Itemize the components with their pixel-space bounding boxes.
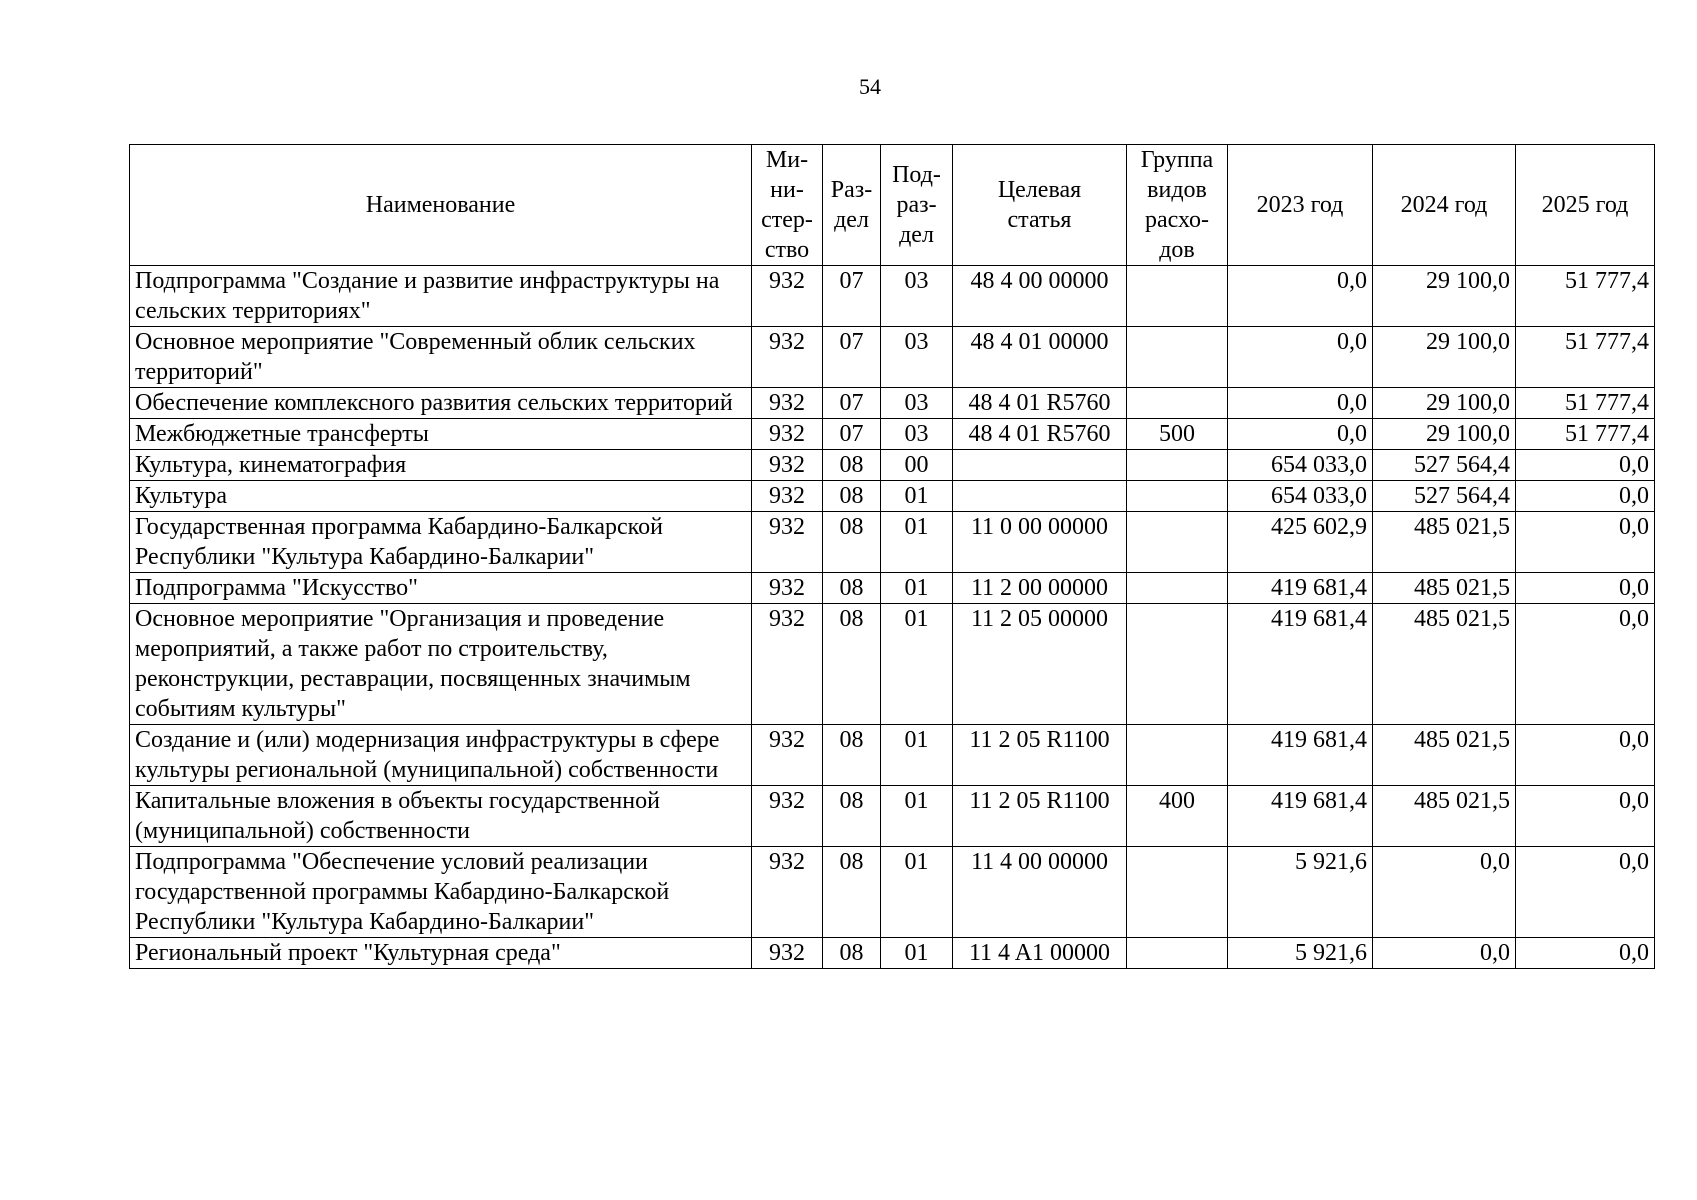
cell-2025: 51 777,4 <box>1516 266 1655 327</box>
cell-name: Культура, кинематография <box>130 450 752 481</box>
cell-name: Государственная программа Кабардино-Балкарской Республики "Культура Кабардино-Балкарии" <box>130 512 752 573</box>
cell-name: Региональный проект "Культурная среда" <box>130 938 752 969</box>
header-name: Наименование <box>130 145 752 266</box>
cell-2024: 485 021,5 <box>1373 786 1516 847</box>
cell-2024: 485 021,5 <box>1373 573 1516 604</box>
table-row <box>130 938 1655 969</box>
cell-target-article: 11 2 05 R1100 <box>953 725 1127 786</box>
table-row <box>130 327 1655 388</box>
page-number: 54 <box>859 74 881 99</box>
cell-2025: 0,0 <box>1516 573 1655 604</box>
cell-subsection: 01 <box>881 725 953 786</box>
header-ministry: Ми- ни- стер- ство <box>752 145 823 266</box>
table-row <box>130 847 1655 938</box>
cell-2025: 0,0 <box>1516 786 1655 847</box>
cell-name: Межбюджетные трансферты <box>130 419 752 450</box>
cell-section: 08 <box>823 512 881 573</box>
cell-2025: 0,0 <box>1516 450 1655 481</box>
table-row <box>130 512 1655 573</box>
cell-target-article: 48 4 01 R5760 <box>953 388 1127 419</box>
cell-target-article <box>953 481 1127 512</box>
cell-2023: 654 033,0 <box>1228 481 1373 512</box>
cell-subsection: 01 <box>881 512 953 573</box>
cell-ministry: 932 <box>752 388 823 419</box>
cell-2023: 0,0 <box>1228 266 1373 327</box>
cell-2025: 0,0 <box>1516 938 1655 969</box>
cell-2024: 29 100,0 <box>1373 266 1516 327</box>
cell-expense-group: 400 <box>1127 786 1228 847</box>
cell-2025: 0,0 <box>1516 604 1655 725</box>
table-row <box>130 266 1655 327</box>
cell-name: Подпрограмма "Обеспечение условий реализации государственной программы Кабардино-Балкарской Республики "Культура Кабардино-Балкарии" <box>130 847 752 938</box>
header-subsection: Под- раз- дел <box>881 145 953 266</box>
cell-name: Капитальные вложения в объекты государственной (муниципальной) собственности <box>130 786 752 847</box>
cell-section: 08 <box>823 725 881 786</box>
cell-2023: 654 033,0 <box>1228 450 1373 481</box>
cell-ministry: 932 <box>752 573 823 604</box>
cell-ministry: 932 <box>752 266 823 327</box>
cell-subsection: 01 <box>881 938 953 969</box>
cell-2025: 51 777,4 <box>1516 419 1655 450</box>
table-row <box>130 481 1655 512</box>
table-row <box>130 725 1655 786</box>
cell-ministry: 932 <box>752 604 823 725</box>
header-target-article: Целевая статья <box>953 145 1127 266</box>
cell-target-article: 48 4 00 00000 <box>953 266 1127 327</box>
cell-2024: 485 021,5 <box>1373 512 1516 573</box>
table-body <box>130 266 1655 969</box>
cell-2024: 29 100,0 <box>1373 419 1516 450</box>
cell-expense-group: 500 <box>1127 419 1228 450</box>
cell-2024: 485 021,5 <box>1373 604 1516 725</box>
cell-section: 07 <box>823 388 881 419</box>
cell-2023: 5 921,6 <box>1228 938 1373 969</box>
cell-name: Подпрограмма "Создание и развитие инфраструктуры на сельских территориях" <box>130 266 752 327</box>
cell-2024: 29 100,0 <box>1373 388 1516 419</box>
cell-2023: 0,0 <box>1228 327 1373 388</box>
cell-subsection: 01 <box>881 786 953 847</box>
cell-section: 08 <box>823 786 881 847</box>
cell-target-article: 11 4 00 00000 <box>953 847 1127 938</box>
cell-2024: 527 564,4 <box>1373 450 1516 481</box>
cell-target-article: 11 2 05 R1100 <box>953 786 1127 847</box>
header-2025: 2025 год <box>1516 145 1655 266</box>
cell-subsection: 01 <box>881 573 953 604</box>
cell-2024: 527 564,4 <box>1373 481 1516 512</box>
cell-expense-group <box>1127 388 1228 419</box>
cell-2023: 425 602,9 <box>1228 512 1373 573</box>
cell-section: 08 <box>823 450 881 481</box>
cell-target-article: 11 2 00 00000 <box>953 573 1127 604</box>
cell-2024: 0,0 <box>1373 847 1516 938</box>
cell-2023: 0,0 <box>1228 388 1373 419</box>
header-2023: 2023 год <box>1228 145 1373 266</box>
cell-2025: 51 777,4 <box>1516 327 1655 388</box>
cell-2023: 419 681,4 <box>1228 604 1373 725</box>
cell-subsection: 03 <box>881 419 953 450</box>
cell-target-article: 11 4 A1 00000 <box>953 938 1127 969</box>
cell-2025: 0,0 <box>1516 725 1655 786</box>
cell-section: 07 <box>823 266 881 327</box>
cell-section: 07 <box>823 327 881 388</box>
cell-name: Обеспечение комплексного развития сельских территорий <box>130 388 752 419</box>
cell-target-article <box>953 450 1127 481</box>
cell-ministry: 932 <box>752 725 823 786</box>
cell-name: Создание и (или) модернизация инфраструктуры в сфере культуры региональной (муниципальной) собственности <box>130 725 752 786</box>
cell-target-article: 11 2 05 00000 <box>953 604 1127 725</box>
cell-2023: 419 681,4 <box>1228 786 1373 847</box>
cell-expense-group <box>1127 604 1228 725</box>
cell-ministry: 932 <box>752 419 823 450</box>
cell-section: 08 <box>823 573 881 604</box>
cell-section: 08 <box>823 847 881 938</box>
cell-section: 08 <box>823 481 881 512</box>
cell-target-article: 48 4 01 R5760 <box>953 419 1127 450</box>
cell-2025: 0,0 <box>1516 481 1655 512</box>
cell-expense-group <box>1127 938 1228 969</box>
cell-subsection: 03 <box>881 388 953 419</box>
header-section: Раз- дел <box>823 145 881 266</box>
cell-ministry: 932 <box>752 450 823 481</box>
cell-expense-group <box>1127 725 1228 786</box>
cell-ministry: 932 <box>752 512 823 573</box>
cell-section: 07 <box>823 419 881 450</box>
table-row <box>130 450 1655 481</box>
table-row <box>130 419 1655 450</box>
cell-name: Культура <box>130 481 752 512</box>
cell-2024: 29 100,0 <box>1373 327 1516 388</box>
header-expense-group: Группа видов расхо- дов <box>1127 145 1228 266</box>
cell-ministry: 932 <box>752 327 823 388</box>
cell-ministry: 932 <box>752 786 823 847</box>
cell-expense-group <box>1127 573 1228 604</box>
cell-2025: 51 777,4 <box>1516 388 1655 419</box>
cell-subsection: 01 <box>881 604 953 725</box>
cell-expense-group <box>1127 512 1228 573</box>
cell-2023: 419 681,4 <box>1228 725 1373 786</box>
cell-2024: 0,0 <box>1373 938 1516 969</box>
cell-subsection: 03 <box>881 327 953 388</box>
cell-2024: 485 021,5 <box>1373 725 1516 786</box>
cell-name: Основное мероприятие "Организация и проведение мероприятий, а также работ по строительству, реконструкции, реставрации, посвященных значимым событиям культуры" <box>130 604 752 725</box>
budget-table <box>129 144 1655 969</box>
cell-ministry: 932 <box>752 481 823 512</box>
table-row <box>130 604 1655 725</box>
cell-2025: 0,0 <box>1516 512 1655 573</box>
cell-2023: 0,0 <box>1228 419 1373 450</box>
cell-expense-group <box>1127 327 1228 388</box>
header-2024: 2024 год <box>1373 145 1516 266</box>
cell-subsection: 00 <box>881 450 953 481</box>
cell-name: Подпрограмма "Искусство" <box>130 573 752 604</box>
cell-name: Основное мероприятие "Современный облик сельских территорий" <box>130 327 752 388</box>
cell-target-article: 48 4 01 00000 <box>953 327 1127 388</box>
cell-section: 08 <box>823 604 881 725</box>
table-row <box>130 573 1655 604</box>
cell-subsection: 03 <box>881 266 953 327</box>
cell-subsection: 01 <box>881 481 953 512</box>
cell-target-article: 11 0 00 00000 <box>953 512 1127 573</box>
cell-expense-group <box>1127 450 1228 481</box>
cell-2025: 0,0 <box>1516 847 1655 938</box>
table-row <box>130 786 1655 847</box>
cell-expense-group <box>1127 847 1228 938</box>
cell-expense-group <box>1127 481 1228 512</box>
table-row <box>130 388 1655 419</box>
cell-ministry: 932 <box>752 938 823 969</box>
cell-2023: 5 921,6 <box>1228 847 1373 938</box>
cell-2023: 419 681,4 <box>1228 573 1373 604</box>
cell-section: 08 <box>823 938 881 969</box>
header-row <box>130 145 1655 266</box>
cell-subsection: 01 <box>881 847 953 938</box>
cell-expense-group <box>1127 266 1228 327</box>
cell-ministry: 932 <box>752 847 823 938</box>
